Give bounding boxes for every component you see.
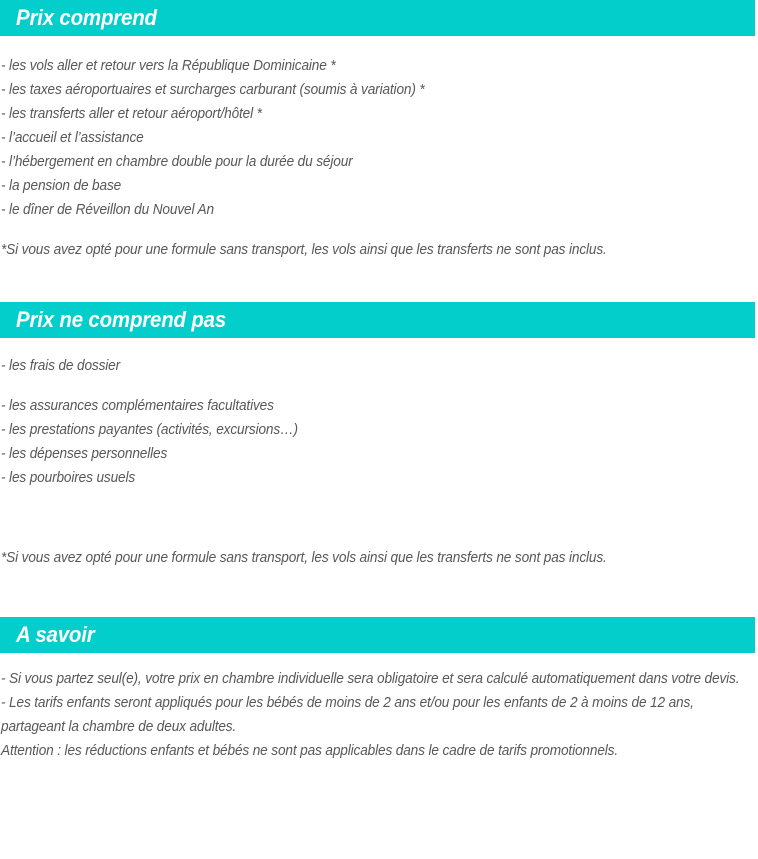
paragraph: - Si vous partez seul(e), votre prix en chambre individuelle sera obligatoire et sera calculé automatiquement dans votre devis.: [1, 671, 740, 687]
list-item: - l’accueil et l’assistance: [1, 130, 144, 146]
list-item: - le dîner de Réveillon du Nouvel An: [1, 202, 214, 218]
section-header-prix-comprend: [0, 0, 755, 36]
list-item: - les frais de dossier: [1, 358, 121, 374]
section-body-a-savoir: [0, 653, 758, 763]
section-footnote: *Si vous avez opté pour une formule sans transport, les vols ainsi que les transferts ne sont pas inclus.: [1, 550, 607, 566]
list-item: - les vols aller et retour vers la République Dominicaine *: [1, 58, 336, 74]
section-footnote: *Si vous avez opté pour une formule sans transport, les vols ainsi que les transferts ne sont pas inclus.: [1, 242, 607, 258]
paragraph: Attention : les réductions enfants et bébés ne sont pas applicables dans le cadre de tarifs promotionnels.: [1, 743, 618, 759]
section-title-prix-ne-comprend-pas: Prix ne comprend pas: [16, 307, 227, 332]
list-item: - les dépenses personnelles: [1, 446, 168, 462]
section-header-a-savoir: [0, 617, 755, 653]
section-title-prix-comprend: Prix comprend: [16, 5, 157, 30]
list-item: - les assurances complémentaires facultatives: [1, 398, 274, 414]
section-header-prix-ne-comprend-pas: [0, 302, 755, 338]
paragraph: - Les tarifs enfants seront appliqués pour les bébés de moins de 2 ans et/ou pour les enfants de 2 à moins de 12 ans, partageant la chambre de deux adultes.: [1, 695, 694, 735]
list-item: - les pourboires usuels: [1, 470, 136, 486]
section-body-prix-ne-comprend-pas: [0, 338, 758, 570]
section-title-a-savoir: A savoir: [16, 622, 95, 647]
list-item: - les prestations payantes (activités, excursions…): [1, 422, 298, 438]
section-body-prix-comprend: [0, 36, 758, 262]
list-item: - l’hébergement en chambre double pour la durée du séjour: [1, 154, 353, 170]
list-item: - les taxes aéroportuaires et surcharges carburant (soumis à variation) *: [1, 82, 425, 98]
list-item: - les transferts aller et retour aéroport/hôtel *: [1, 106, 262, 122]
list-item: - la pension de base: [1, 178, 122, 194]
